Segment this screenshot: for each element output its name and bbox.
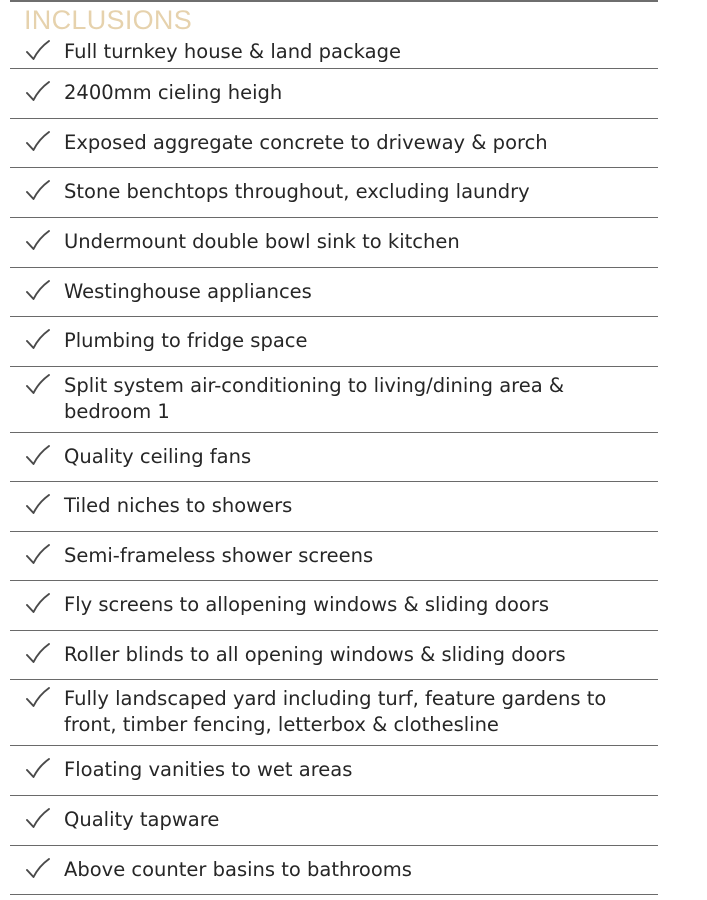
check-mark-icon (25, 329, 51, 351)
list-item (10, 631, 658, 680)
check-mark-icon (25, 280, 51, 302)
list-item-label: Quality tapware (64, 808, 220, 831)
list-item-label: Fully landscaped yard including turf, feature gardens to front, timber fencing, letterbox & clothesline (64, 687, 607, 736)
list-item (10, 796, 658, 846)
list-item-label: Above counter basins to bathrooms (64, 858, 412, 881)
list-item (10, 746, 658, 796)
list-item-label: Fly screens to allopening windows & sliding doors (64, 593, 550, 616)
list-item (10, 119, 658, 168)
section-title: INCLUSIONS (24, 5, 193, 35)
check-mark-icon (25, 445, 51, 467)
check-mark-icon (25, 544, 51, 566)
list-item (10, 482, 658, 532)
list-item (10, 37, 658, 69)
list-item (10, 433, 658, 482)
list-item-label: Exposed aggregate concrete to driveway & porch (64, 131, 548, 154)
list-item-label: Floating vanities to wet areas (64, 758, 353, 781)
check-mark-icon (25, 687, 51, 709)
list-item (10, 532, 658, 581)
check-mark-icon (25, 758, 51, 780)
list-item (10, 846, 658, 895)
check-mark-icon (25, 374, 51, 396)
list-item (10, 367, 658, 433)
list-item-label: Split system air-conditioning to living/dining area & bedroom 1 (64, 374, 565, 423)
list-item-label: Full turnkey house & land package (64, 40, 401, 63)
list-item (10, 168, 658, 218)
list-item-label: Tiled niches to showers (64, 494, 293, 517)
check-mark-icon (25, 230, 51, 252)
check-mark-icon (25, 593, 51, 615)
list-item-label: Plumbing to fridge space (64, 329, 308, 352)
list-item (10, 218, 658, 268)
check-mark-icon (25, 808, 51, 830)
check-mark-icon (25, 131, 51, 153)
list-item (10, 268, 658, 317)
list-item-label: Roller blinds to all opening windows & sliding doors (64, 643, 566, 666)
list-item (10, 581, 658, 631)
list-item-label: Undermount double bowl sink to kitchen (64, 230, 460, 253)
check-mark-icon (25, 180, 51, 202)
check-mark-icon (25, 81, 51, 103)
list-item (10, 69, 658, 119)
list-item-label: Stone benchtops throughout, excluding laundry (64, 180, 530, 203)
list-item-label: Semi-frameless shower screens (64, 544, 374, 567)
check-mark-icon (25, 40, 51, 62)
check-mark-icon (25, 643, 51, 665)
check-mark-icon (25, 494, 51, 516)
check-mark-icon (25, 858, 51, 880)
list-item-label: Westinghouse appliances (64, 280, 312, 303)
top-divider (10, 0, 658, 2)
list-item-label: Quality ceiling fans (64, 445, 252, 468)
list-item-label: 2400mm cieling heigh (64, 81, 283, 104)
list-item (10, 680, 658, 746)
list-item (10, 317, 658, 367)
